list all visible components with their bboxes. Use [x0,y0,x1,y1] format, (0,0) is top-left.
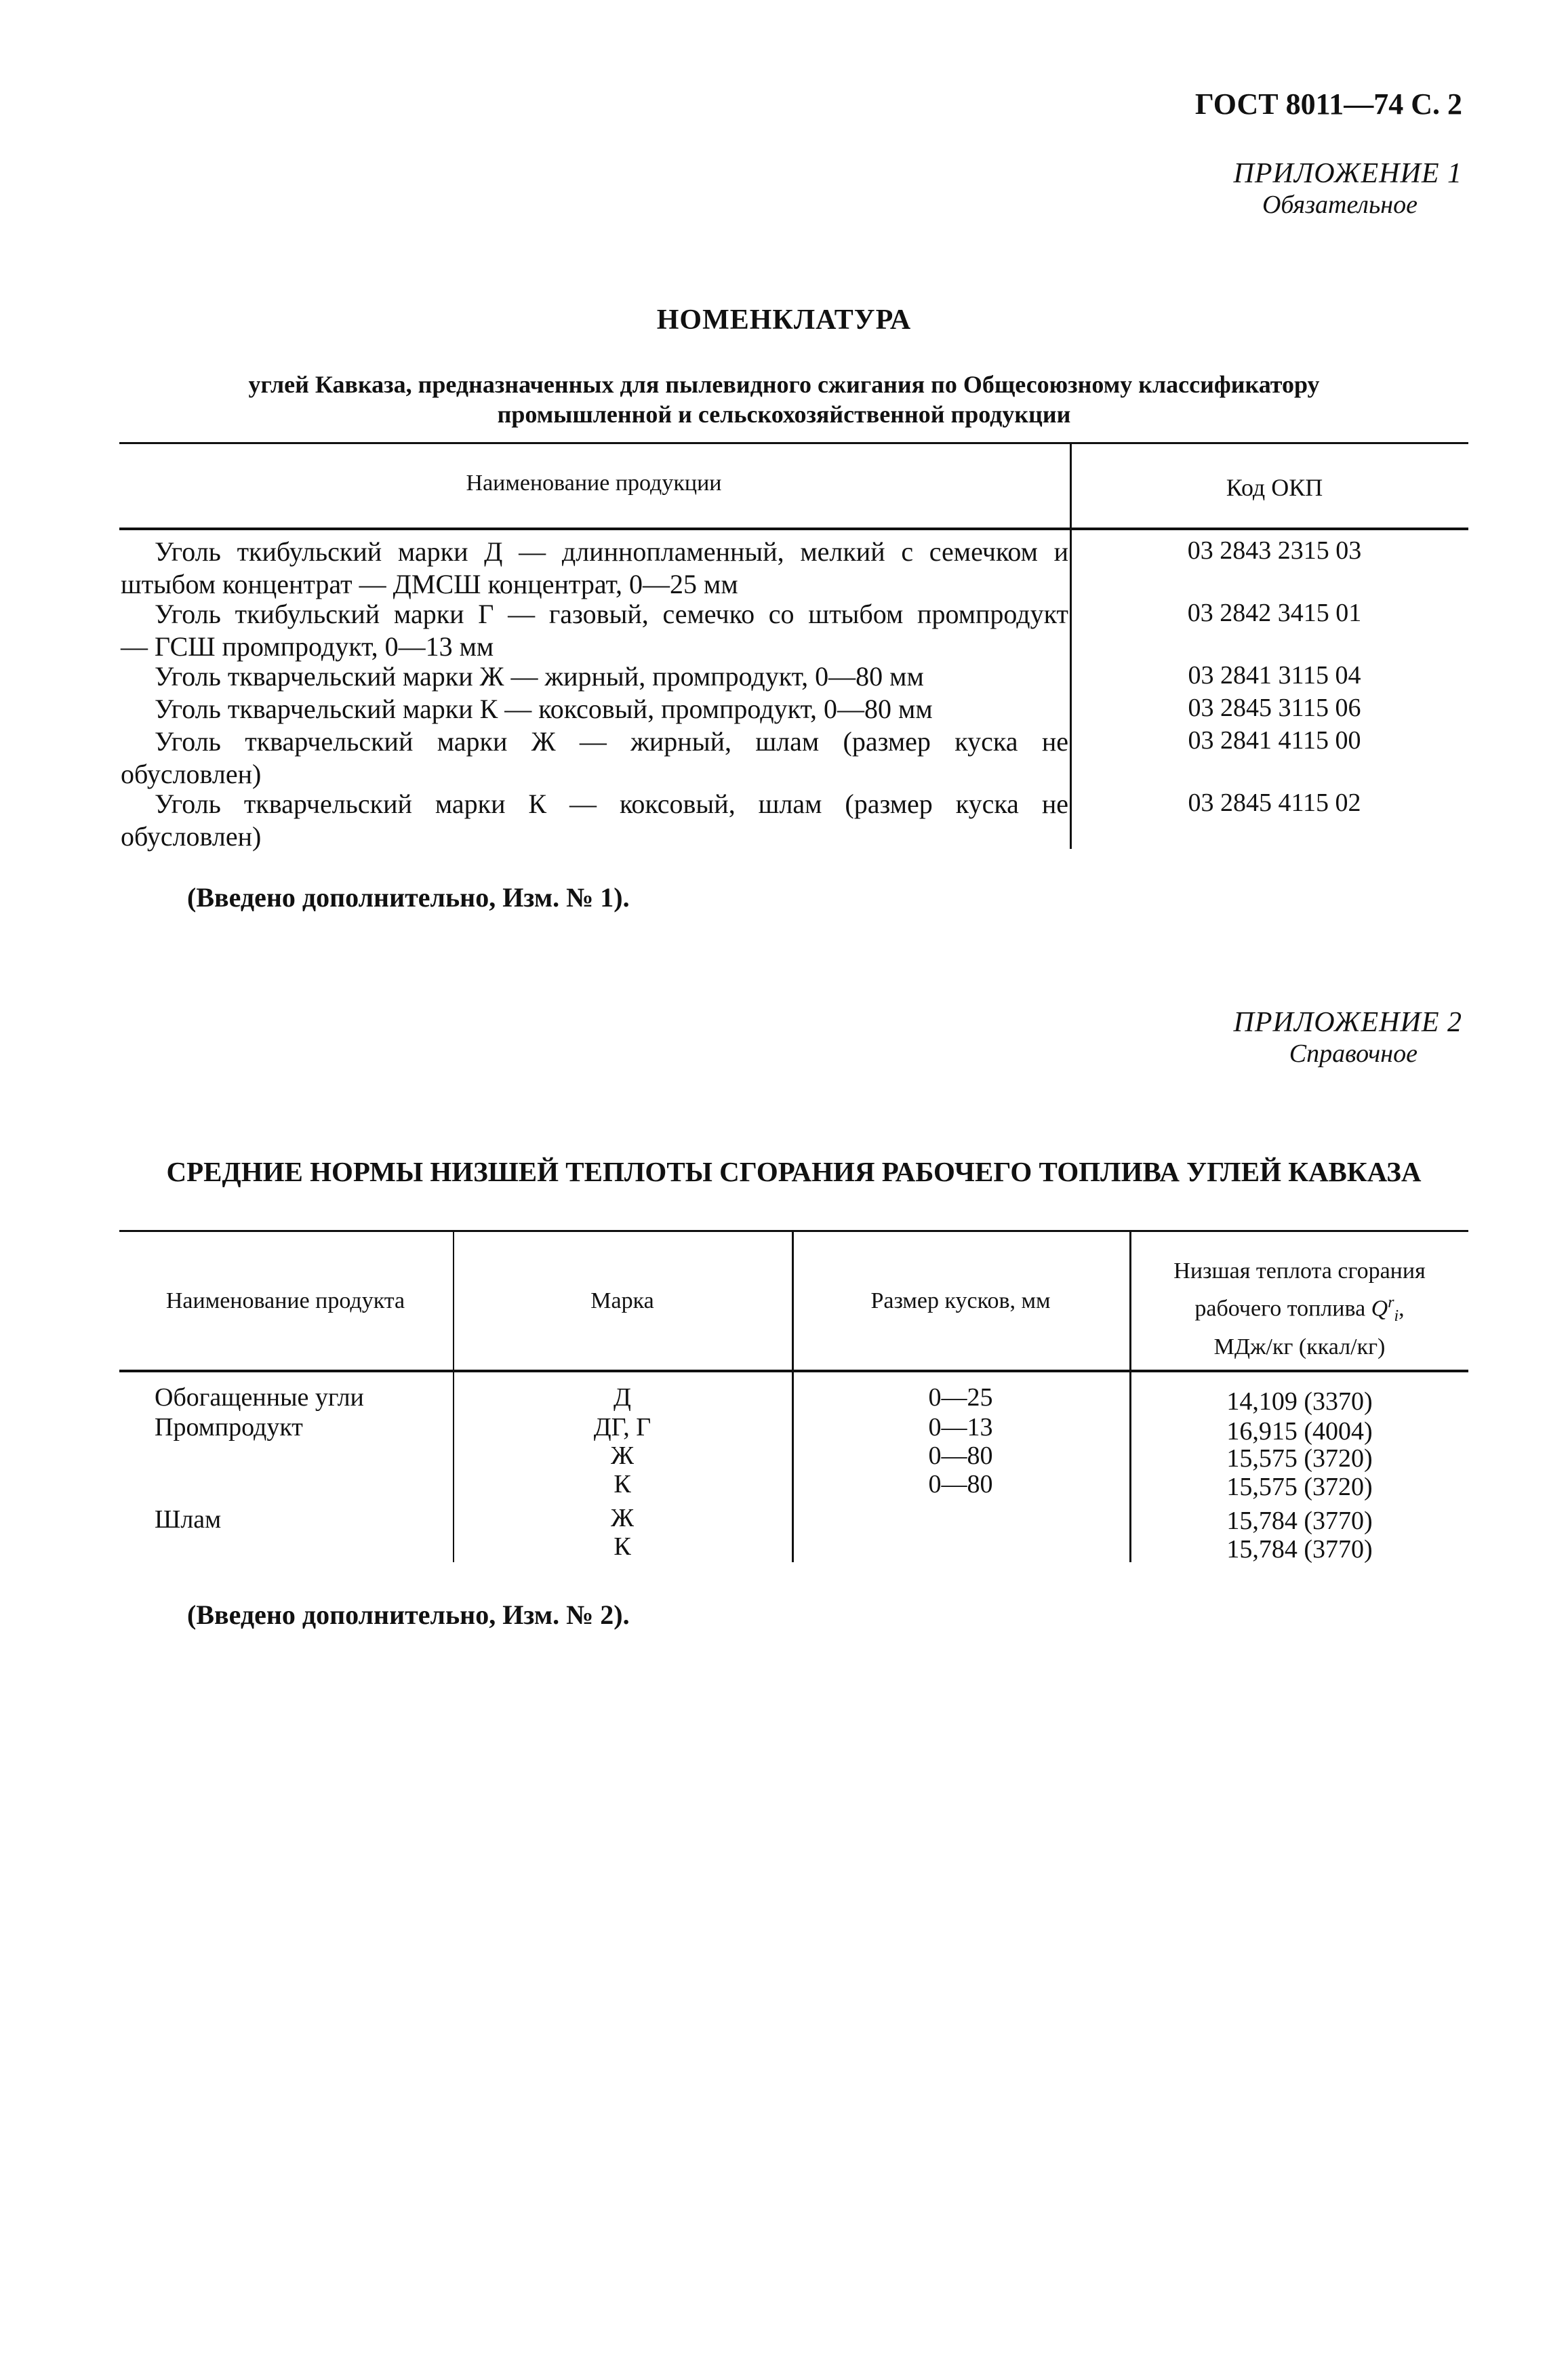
okp-code: 03 2841 3115 04 [1188,661,1361,690]
table2-size-cell: 0—25 [928,1383,993,1412]
annex2-amendment-note: (Введено дополнительно, Изм. № 2). [187,1599,630,1630]
annex1-title: НОМЕНКЛАТУРА [656,304,912,336]
table-row [121,726,1068,791]
table-row [121,660,1068,693]
table2-grade-cell: Ж [610,1442,635,1470]
okp-code: 03 2845 4115 02 [1188,789,1361,817]
okp-code: 03 2842 3415 01 [1187,599,1362,627]
table2-size-cell: 0—80 [928,1470,993,1498]
okp-code: 03 2843 2315 03 [1187,536,1362,565]
annex1-subtitle-line2: промышленной и сельскохозяйственной продукции [497,401,1071,428]
product-name-line1: Уголь ткибульский марки Д — длиннопламенный, мелкий с семечком и [155,536,1068,567]
heat-header-line2: рабочего топлива $Q^r_i$, [1194,1294,1405,1326]
table-row [121,788,1068,853]
product-name-line1: Уголь ткибульский марки Г — газовый, семечко со штыбом промпродукт [155,599,1068,629]
product-name-line1: Уголь ткварчельский марки Ж — жирный, шлам (размер куска не [155,726,1068,757]
table1-column-divider [1070,442,1072,849]
table2-header-size: Размер кусков, мм [870,1288,1051,1313]
product-name-line2: штыбом концентрат — ДМСШ концентрат, 0—25 мм [121,569,738,599]
table2-heat-cell: 15,784 (3770) [1226,1535,1373,1564]
table2-header-heat [1131,1256,1468,1363]
table2-top-rule [119,1230,1468,1232]
product-name-line2: обусловлен) [121,821,262,852]
table2-header-grade: Марка [590,1288,654,1313]
product-name-line2: обусловлен) [121,759,262,789]
table1-top-rule [119,442,1468,444]
table2-product-cell: Шлам [155,1505,222,1534]
table2-grade-cell: Ж [610,1504,635,1532]
heat-header-line3: МДж/кг (ккал/кг) [1213,1334,1386,1360]
table2-grade-cell: ДГ, Г [593,1413,651,1442]
table2-grade-cell: К [614,1470,631,1498]
table2-product-cell: Промпродукт [155,1413,303,1442]
document-reference: ГОСТ 8011—74 С. 2 [1194,87,1462,121]
table2-grade-cell: К [614,1532,631,1561]
okp-code: 03 2845 3115 06 [1188,694,1361,722]
table1-header-code: Код ОКП [1226,474,1323,501]
table2-size-cell: 0—13 [928,1413,993,1442]
heat-header-line1: Низшая теплота сгорания [1173,1258,1426,1284]
table-row [121,693,1068,726]
product-name-line2: — ГСШ промпродукт, 0—13 мм [121,631,494,662]
table2-heat-cell: 14,109 (3370) [1226,1387,1373,1416]
table2-grade-cell: Д [614,1383,631,1412]
table2-heat-cell: 15,575 (3720) [1226,1444,1373,1473]
annex1-status: Обязательное [1262,191,1418,219]
okp-code: 03 2841 4115 00 [1188,726,1361,755]
product-name-line1: Уголь ткварчельский марки К — коксовый, шлам (размер куска не [155,789,1068,819]
table2-heat-cell: 15,575 (3720) [1226,1473,1373,1501]
annex2-status: Справочное [1289,1039,1418,1068]
annex2-title: СРЕДНИЕ НОРМЫ НИЗШЕЙ ТЕПЛОТЫ СГОРАНИЯ РАБОЧЕГО ТОПЛИВА УГЛЕЙ КАВКАЗА [166,1156,1422,1187]
annex1-subtitle-line1: углей Кавказа, предназначенных для пылевидного сжигания по Общесоюзному классификатору [248,371,1320,398]
annex1-label-block [1234,157,1462,220]
table2-heat-cell: 15,784 (3770) [1226,1507,1373,1535]
table1-header-rule [119,528,1468,530]
table2-header-product: Наименование продукта [165,1288,405,1313]
annex2-label: ПРИЛОЖЕНИЕ 2 [1233,1007,1462,1038]
table-row [121,536,1068,601]
annex1-label: ПРИЛОЖЕНИЕ 1 [1233,158,1462,189]
table2-header-rule [119,1370,1468,1372]
table2-product-cell: Обогащенные угли [155,1383,364,1412]
annex2-label-block [1234,1006,1462,1069]
product-name-line1: Уголь ткварчельский марки К — коксовый, промпродукт, 0—80 мм [155,694,933,724]
table2-heat-cell: 16,915 (4004) [1226,1417,1373,1446]
annex1-amendment-note: (Введено дополнительно, Изм. № 1). [187,882,630,913]
table2-size-cell: 0—80 [928,1442,993,1470]
product-name-line1: Уголь ткварчельский марки Ж — жирный, промпродукт, 0—80 мм [155,661,924,692]
table-row [121,598,1068,663]
table1-header-product: Наименование продукции [466,471,722,496]
